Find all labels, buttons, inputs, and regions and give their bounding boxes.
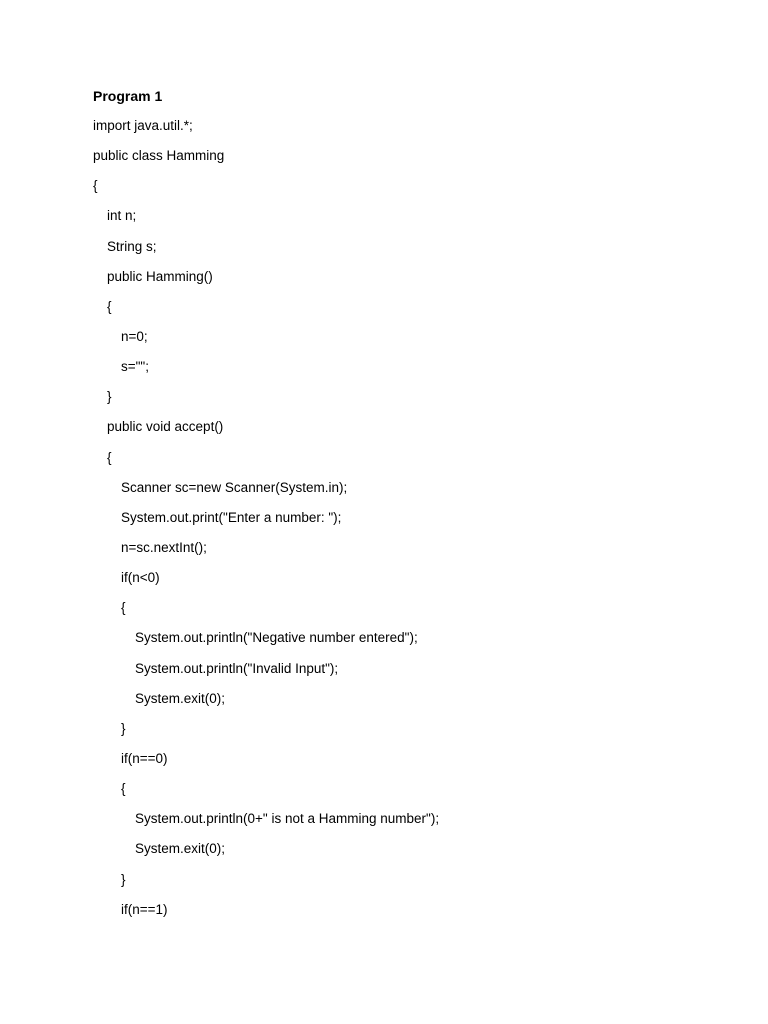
- program-heading: Program 1: [93, 88, 163, 104]
- code-line: import java.util.*;: [93, 118, 193, 133]
- code-line: }: [121, 720, 126, 736]
- code-line: System.exit(0);: [135, 690, 226, 706]
- code-line: }: [107, 389, 112, 405]
- code-line: System.out.println(0+" is not a Hamming number");: [135, 811, 440, 827]
- code-line: n=sc.nextInt();: [121, 539, 207, 555]
- code-line: {: [107, 449, 112, 465]
- code-line: n=0;: [121, 328, 148, 344]
- code-line: System.out.println("Negative number entered");: [135, 630, 418, 646]
- code-line: {: [121, 781, 126, 797]
- code-line: public Hamming(): [107, 268, 213, 284]
- code-line: if(n==1): [121, 901, 168, 917]
- code-line: String s;: [107, 238, 157, 254]
- code-line: System.exit(0);: [135, 841, 226, 857]
- code-line: if(n==0): [121, 750, 168, 766]
- code-line: {: [93, 178, 98, 194]
- code-line: s="";: [121, 359, 149, 375]
- code-line: public class Hamming: [93, 148, 225, 164]
- code-line: {: [121, 600, 126, 616]
- code-line: System.out.print("Enter a number: ");: [121, 509, 342, 525]
- code-block: [93, 116, 439, 930]
- code-line: {: [107, 298, 112, 314]
- code-line: public void accept(): [107, 419, 224, 435]
- code-line: System.out.println("Invalid Input");: [135, 660, 339, 676]
- code-line: Scanner sc=new Scanner(System.in);: [121, 479, 348, 495]
- code-line: if(n<0): [121, 570, 160, 586]
- code-line: int n;: [107, 208, 137, 224]
- code-line: }: [121, 871, 126, 887]
